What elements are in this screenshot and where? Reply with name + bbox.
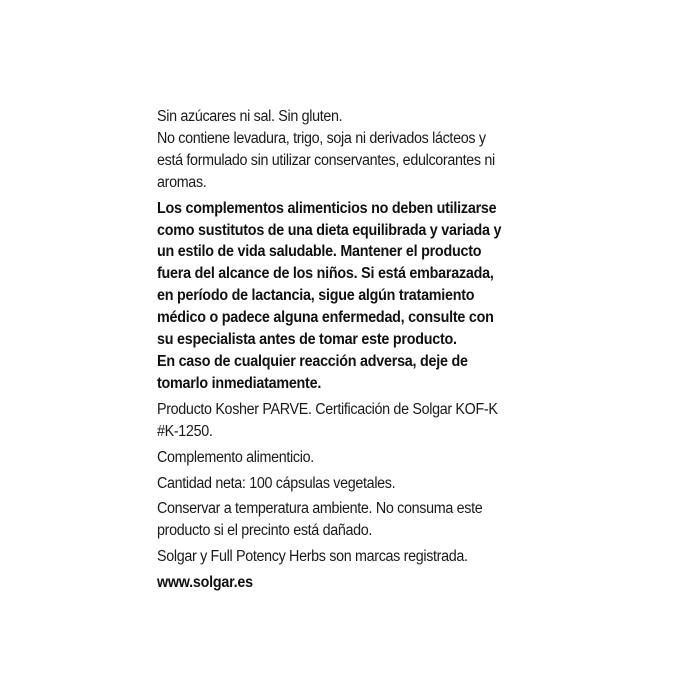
text-line: como sustitutos de una dieta equilibrada y variada y	[157, 221, 502, 239]
text-line: Producto Kosher PARVE. Certificación de Solgar KOF-K	[157, 400, 498, 418]
text-line: producto si el precinto está dañado.	[157, 522, 373, 540]
website-url	[157, 572, 529, 594]
text-line: médico o padece alguna enfermedad, consulte con	[157, 309, 494, 327]
product-label-text	[157, 106, 529, 594]
text-line: Cantidad neta: 100 cápsulas vegetales.	[157, 474, 396, 492]
trademark-notice	[157, 546, 529, 568]
text-line: fuera del alcance de los niños. Si está embarazada,	[157, 265, 494, 283]
text-line: Solgar y Full Potency Herbs son marcas registrada.	[157, 548, 468, 566]
text-line: tomarlo inmediatamente.	[157, 374, 322, 392]
text-line: Sin azúcares ni sal. Sin gluten.	[157, 108, 343, 125]
text-line: está formulado sin utilizar conservantes, edulcorantes ni	[157, 151, 495, 169]
text-line: en período de lactancia, sigue algún tratamiento	[157, 287, 475, 305]
text-line: un estilo de vida saludable. Mantener el producto	[157, 243, 482, 261]
text-line: Conservar a temperatura ambiente. No consuma este	[157, 500, 483, 518]
text-line: En caso de cualquier reacción adversa, deje de	[157, 352, 468, 370]
text-line: No contiene levadura, trigo, soja ni derivados lácteos y	[157, 129, 486, 147]
ingredients-statement	[157, 106, 529, 194]
text-line: www.solgar.es	[157, 574, 253, 592]
text-line: Complemento alimenticio.	[157, 448, 314, 466]
text-line: su especialista antes de tomar este producto.	[157, 331, 457, 349]
text-line: #K-1250.	[157, 422, 213, 440]
product-type	[157, 447, 529, 469]
net-quantity	[157, 473, 529, 495]
kosher-certification	[157, 399, 529, 443]
text-line: aromas.	[157, 173, 207, 191]
warning-statement	[157, 198, 529, 395]
storage-instructions	[157, 498, 529, 542]
text-line: Los complementos alimenticios no deben utilizarse	[157, 199, 497, 217]
